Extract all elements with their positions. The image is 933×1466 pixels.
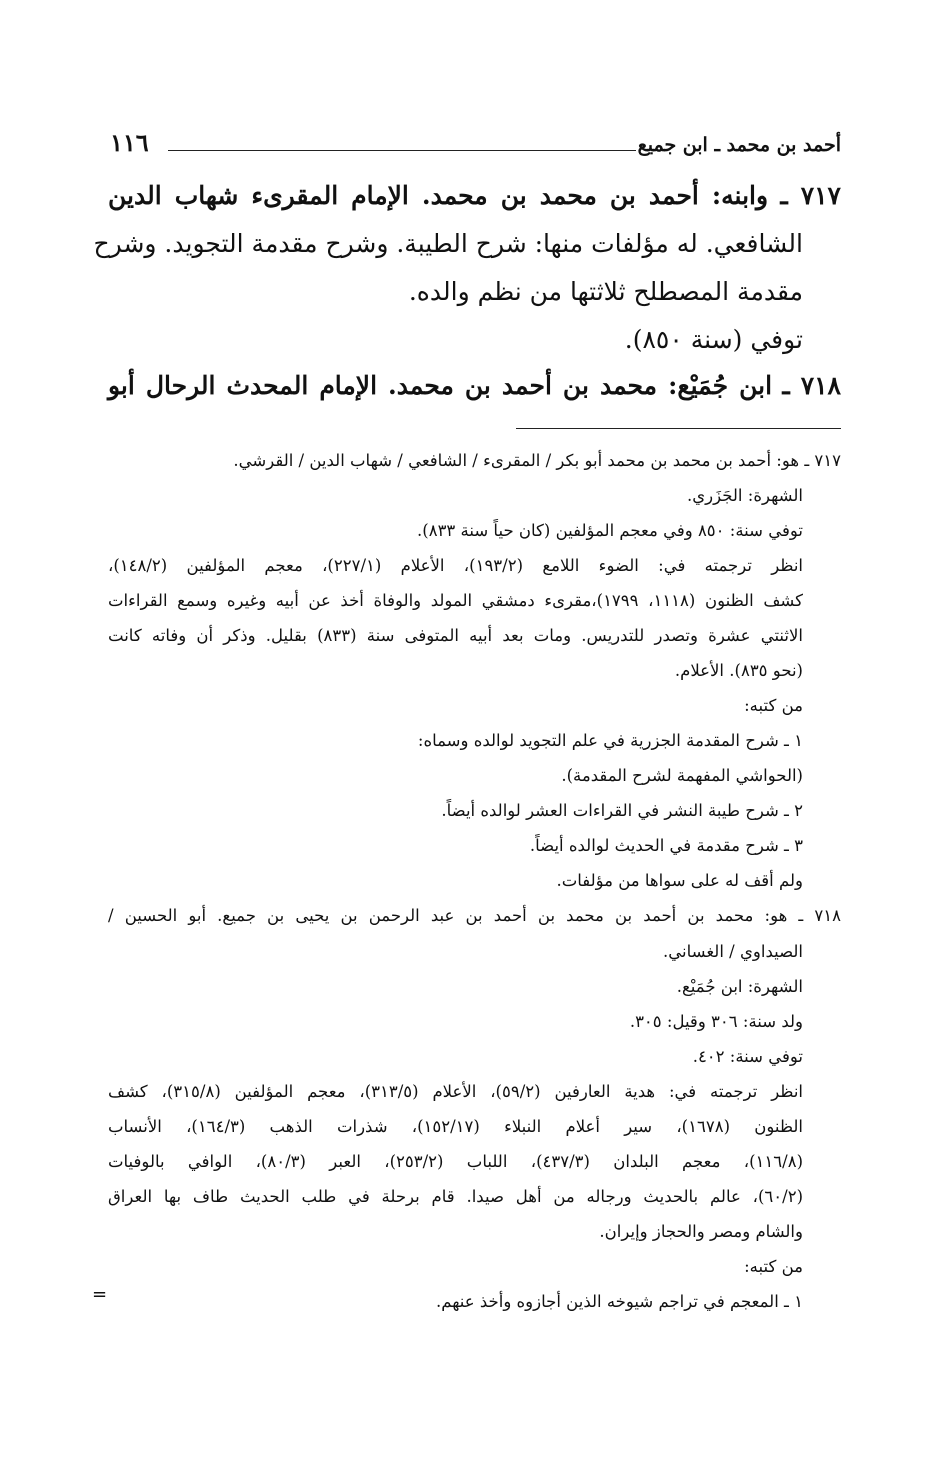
- entry-718-line-1: [108, 362, 841, 410]
- fn-717-book-3: ٣ ـ شرح مقدمة في الحديث لوالده أيضاً.: [529, 836, 803, 855]
- fn-717-books-heading: من كتبه:: [744, 696, 803, 715]
- fn-718-fame: الشهرة: ابن جُمَيْع.: [676, 977, 803, 996]
- fn-717-line-7: (نحو ٨٣٥). الأعلام.: [674, 661, 803, 680]
- fn-717-fame: الشهرة: الجَزَري.: [687, 486, 803, 505]
- entry-718-number: ٧١٨ ـ: [782, 371, 841, 400]
- fn-717-book-2: ٢ ـ شرح طيبة النشر في القراءات العشر لوالده أيضاً.: [441, 801, 803, 820]
- fn-718-line-10: والشام ومصر والحجاز وإيران.: [599, 1222, 803, 1241]
- fn-718-line-8: (١١٦/٨)، معجم البلدان (٤٣٧/٣)، اللباب (٢٥٣/٢)، العبر (٨٠/٣)، الوافي بالوفيات: [108, 1152, 803, 1171]
- entry-717-heading: وابنه: أحمد بن محمد بن محمد. الإمام المقرىء شهاب الدين: [108, 181, 769, 210]
- header-rule: [168, 150, 636, 151]
- fn-717-book-1-title: (الحواشي المفهمة لشرح المقدمة).: [561, 766, 803, 785]
- margin-mark: =: [92, 1284, 108, 1305]
- fn-718-line-1: ٧١٨ ـ هو: محمد بن أحمد بن محمد بن أحمد بن عبد الرحمن بن يحيى بن جميع. أبو الحسين /: [108, 906, 841, 925]
- page-number: ١١٦: [110, 128, 149, 157]
- entry-718-heading: ابن جُمَيْع: محمد بن أحمد بن محمد. الإمام المحدث الرحال أبو: [108, 371, 773, 400]
- fn-718-line-9: (٦٠/٢)، عالم بالحديث ورجاله من أهل صيدا. قام برحلة في طلب الحديث طاف بها العراق: [108, 1187, 803, 1206]
- entry-717-line-3: مقدمة المصطلح ثلاثتها من نظم والده.: [408, 277, 803, 306]
- fn-717-line-5: كشف الظنون (١١١٨، ١٧٩٩)،مقرىء دمشقي المولد والوفاة أخذ عن أبيه وغيره وسمع القراءات: [108, 591, 803, 610]
- fn-718-birth: ولد سنة: ٣٠٦ وقيل: ٣٠٥.: [629, 1012, 803, 1031]
- entry-717-number: ٧١٧ ـ: [780, 181, 841, 210]
- entry-717-line-2: الشافعي. له مؤلفات منها: شرح الطيبة. وشرح مقدمة التجويد. وشرح: [93, 229, 803, 258]
- header-title: أحمد بن محمد ـ ابن جميع: [637, 134, 841, 156]
- fn-718-death: توفي سنة: ٤٠٢.: [692, 1047, 803, 1066]
- fn-717-line-4: انظر ترجمته في: الضوء اللامع (١٩٣/٢)، الأعلام (٢٢٧/١)، معجم المؤلفين (١٤٨/٢)،: [108, 556, 804, 575]
- fn-718-book-1: ١ ـ المعجم في تراجم شيوخه الذين أجازوه وأخذ عنهم.: [435, 1292, 803, 1311]
- fn-718-books-heading: من كتبه:: [744, 1257, 803, 1276]
- entry-717-death: توفي (سنة ٨٥٠).: [624, 325, 803, 354]
- fn-718-line-2: الصيداوي / الغساني.: [663, 942, 803, 961]
- fn-717-line-6: الاثنتي عشرة وتصدر للتدريس. ومات بعد أبيه المتوفى سنة (٨٣٣) بقليل. وذكر أن وفاته كانت: [108, 626, 803, 645]
- footnote-separator: [516, 428, 841, 429]
- fn-717-line-1: ٧١٧ ـ هو: أحمد بن محمد بن محمد أبو بكر / المقرىء / الشافعي / شهاب الدين / القرشي.: [233, 451, 841, 470]
- fn-717-death: توفي سنة: ٨٥٠ وفي معجم المؤلفين (كان حياً سنة ٨٣٣).: [417, 521, 803, 540]
- fn-717-closing: ولم أقف له على سواها من مؤلفات.: [556, 871, 803, 890]
- fn-717-book-1: ١ ـ شرح المقدمة الجزرية في علم التجويد لوالده وسماه:: [417, 731, 803, 750]
- entry-717-line-1: [108, 172, 841, 220]
- running-header: [110, 128, 841, 164]
- fn-718-line-6: انظر ترجمته في: هدية العارفين (٥٩/٢)، الأعلام (٣١٣/٥)، معجم المؤلفين (٣١٥/٨)، كشف: [108, 1082, 804, 1101]
- fn-718-line-7: الظنون (١٦٧٨)، سير أعلام النبلاء (١٥٢/١٧)، شذرات الذهب (١٦٤/٣)، الأنساب: [108, 1117, 803, 1136]
